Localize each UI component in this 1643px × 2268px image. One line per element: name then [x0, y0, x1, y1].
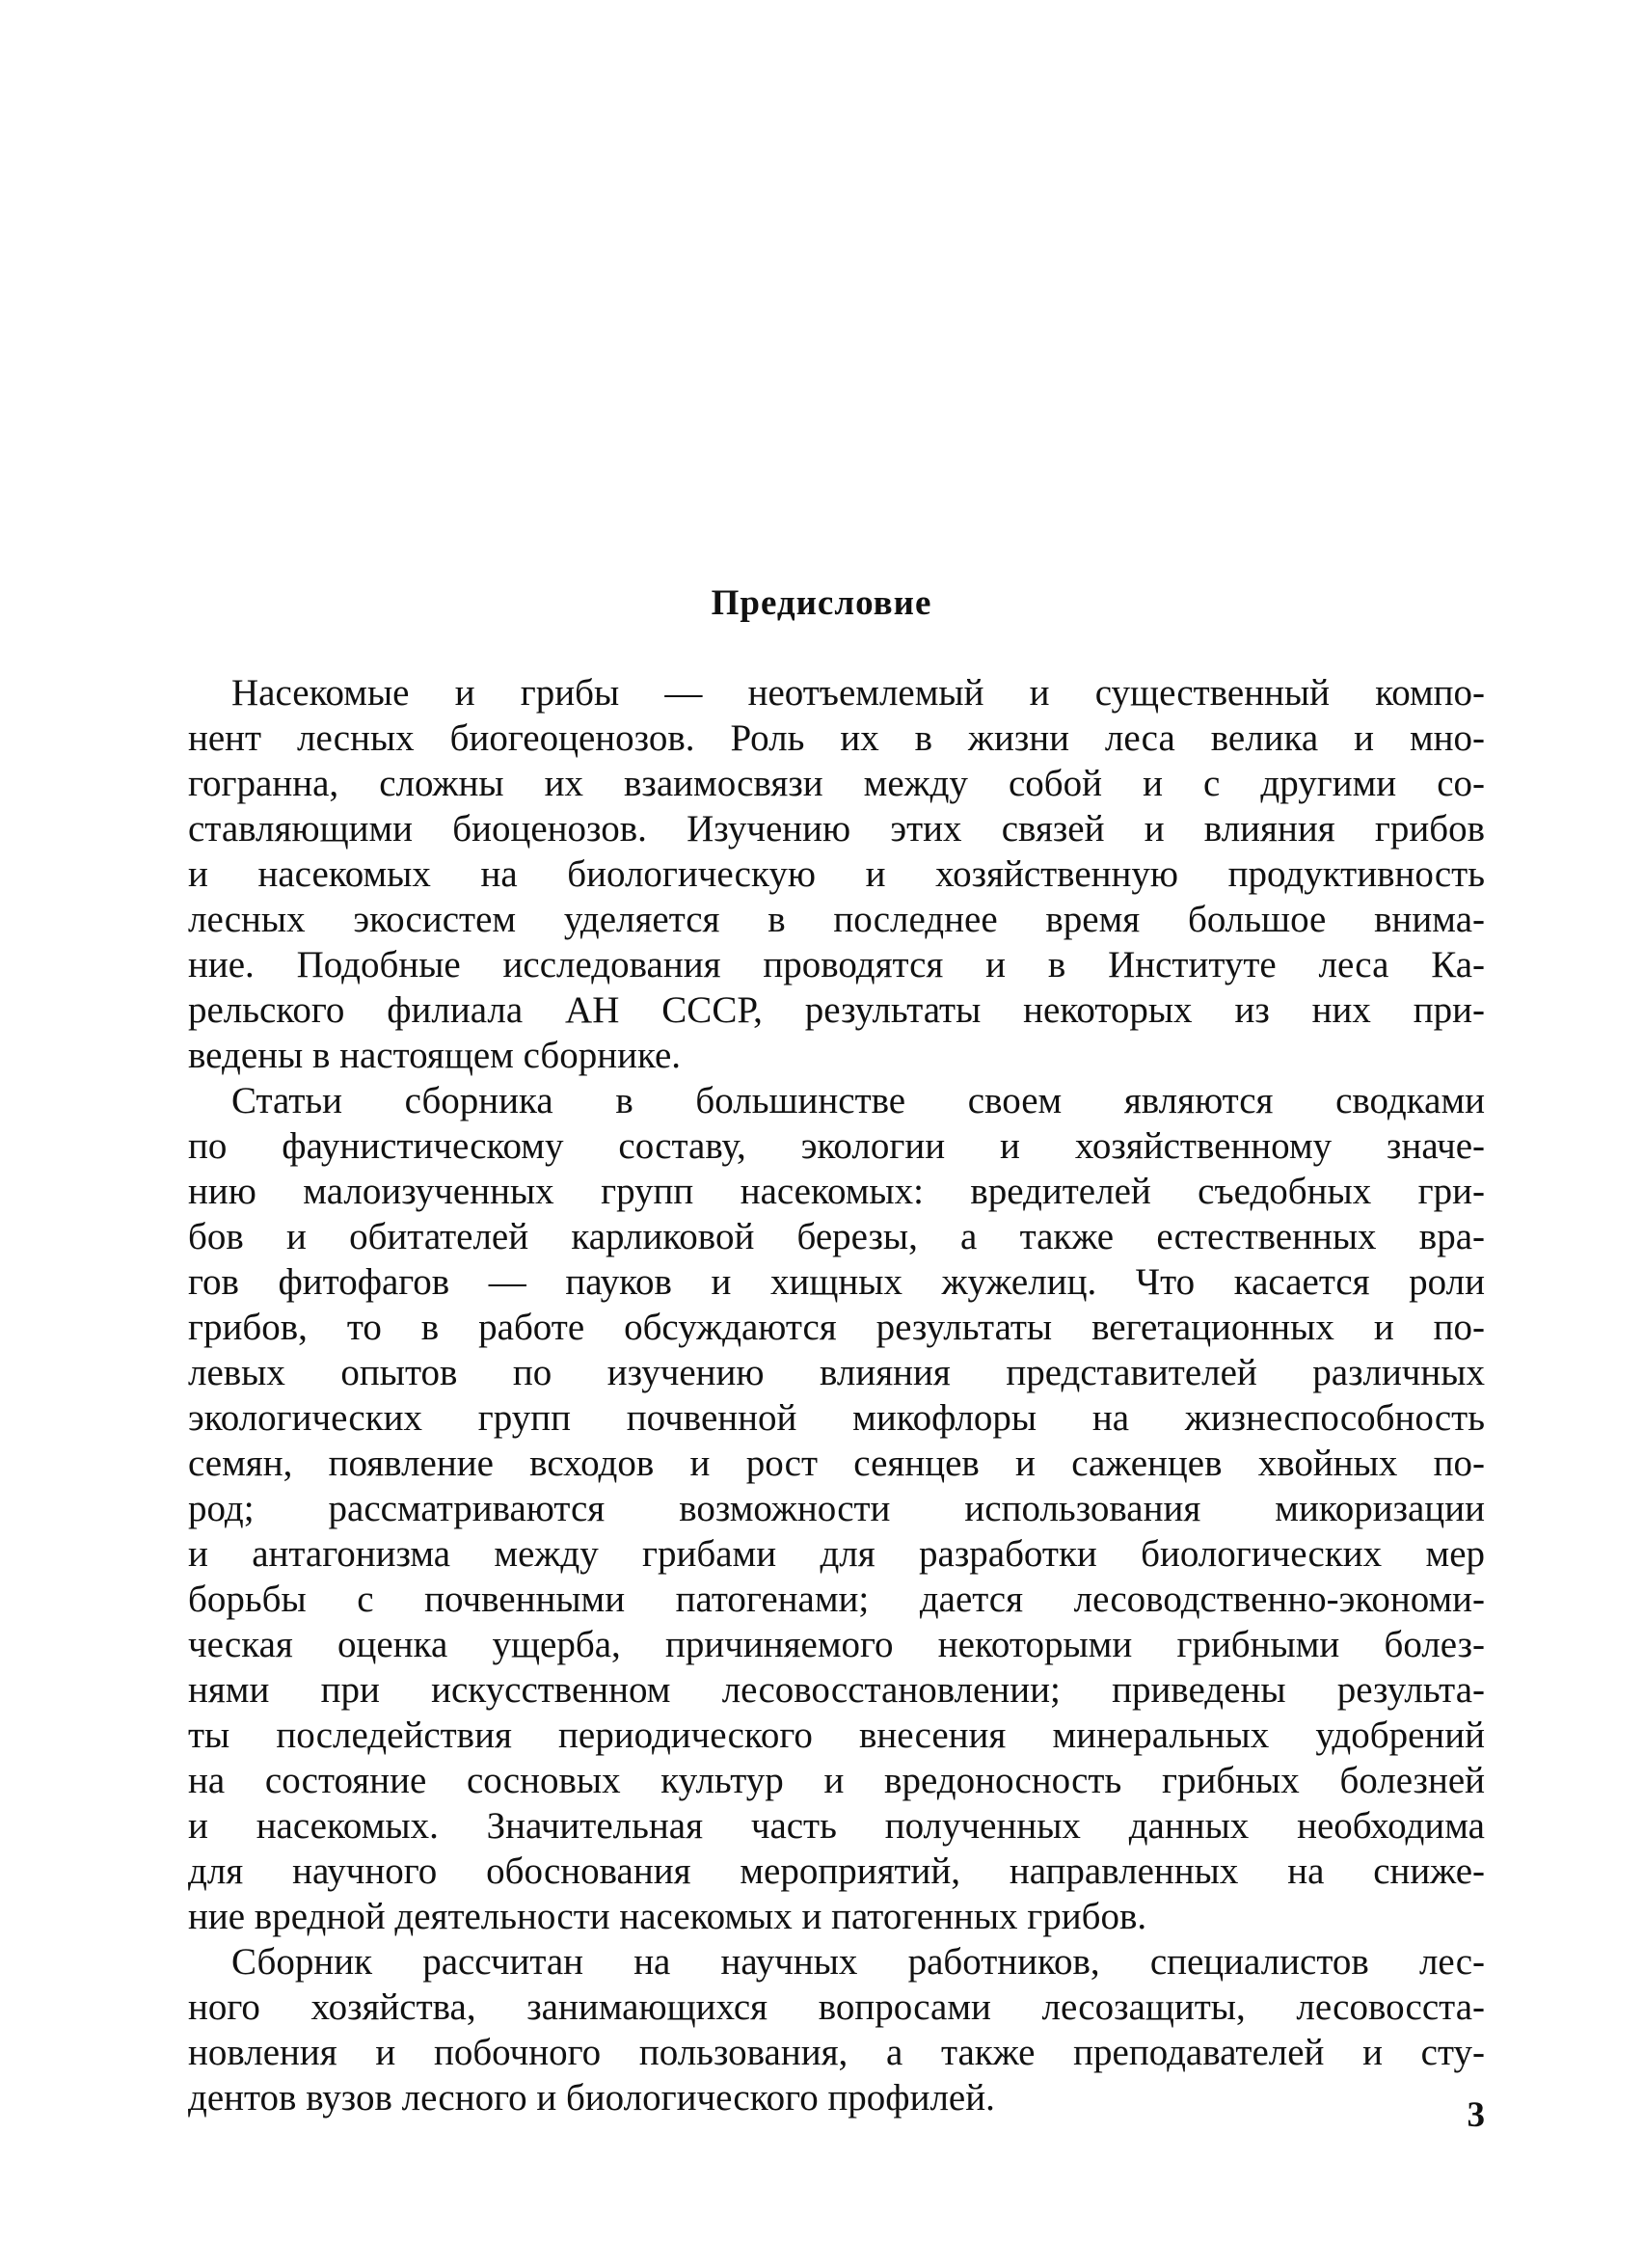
text-line: на состояние сосновых культур и вредоносность грибных болезней: [188, 1760, 1485, 1801]
text-line: ведены в настоящем сборнике.: [188, 1035, 682, 1076]
text-line: ты последействия периодического внесения минеральных удобрений: [188, 1714, 1485, 1756]
text-line: грибов, то в работе обсуждаются результаты вегетационных и по-: [188, 1307, 1485, 1348]
text-line: род; рассматриваются возможности использования микоризации: [188, 1488, 1485, 1529]
text-line: экологических групп почвенной микофлоры на жизнеспособность: [188, 1397, 1485, 1439]
text-line: Сборник рассчитан на научных работников, специалистов лес-: [231, 1941, 1485, 1983]
text-line: рельского филиала АН СССР, результаты некоторых из них при-: [188, 989, 1485, 1031]
text-line: ного хозяйства, занимающихся вопросами лесозащиты, лесовосста-: [188, 1986, 1485, 2028]
paragraph-3: [188, 1939, 1485, 2120]
page-title: Предисловие: [711, 583, 932, 623]
page-number: 3: [1467, 2095, 1485, 2135]
text-line: новления и побочного пользования, а также преподавателей и сту-: [188, 2032, 1485, 2073]
paragraph-1: [188, 670, 1485, 1078]
text-line: нент лесных биогеоценозов. Роль их в жизни леса велика и мно-: [188, 717, 1485, 759]
text-line: лесных экосистем уделяется в последнее время большое внима-: [188, 899, 1485, 940]
text-line: ставляющими биоценозов. Изучению этих связей и влияния грибов: [188, 808, 1485, 850]
text-line: бов и обитателей карликовой березы, а также естественных вра-: [188, 1216, 1485, 1257]
text-line: для научного обоснования мероприятий, направленных на сниже-: [188, 1850, 1485, 1892]
paragraph-2: [188, 1078, 1485, 1939]
text-line: дентов вузов лесного и биологического профилей.: [188, 2077, 995, 2119]
text-line: ние вредной деятельности насекомых и патогенных грибов.: [188, 1896, 1147, 1937]
text-line: нями при искусственном лесовосстановлении; приведены результа-: [188, 1669, 1485, 1711]
text-line: семян, появление всходов и рост сеянцев и саженцев хвойных по-: [188, 1443, 1485, 1484]
text-line: Статьи сборника в большинстве своем являются сводками: [231, 1080, 1485, 1121]
text-line: и антагонизма между грибами для разработки биологических мер: [188, 1533, 1485, 1575]
text-line: борьбы с почвенными патогенами; дается лесоводственно-экономи-: [188, 1579, 1485, 1620]
text-line: гов фитофагов — пауков и хищных жужелиц. Что касается роли: [188, 1261, 1485, 1303]
text-line: ческая оценка ущерба, причиняемого некоторыми грибными болез-: [188, 1624, 1485, 1665]
text-line: Насекомые и грибы — неотъемлемый и существенный компо-: [231, 672, 1485, 714]
text-line: и насекомых. Значительная часть полученных данных необходима: [188, 1805, 1485, 1847]
text-line: ние. Подобные исследования проводятся и в Институте леса Ка-: [188, 944, 1485, 986]
text-line: гогранна, сложны их взаимосвязи между собой и с другими со-: [188, 763, 1485, 804]
preface-text: [188, 670, 1485, 2120]
text-line: по фаунистическому составу, экологии и хозяйственному значе-: [188, 1125, 1485, 1167]
text-line: и насекомых на биологическую и хозяйственную продуктивность: [188, 853, 1485, 895]
text-line: нию малоизученных групп насекомых: вредителей съедобных гри-: [188, 1171, 1485, 1212]
text-line: левых опытов по изучению влияния представителей различных: [188, 1352, 1485, 1393]
